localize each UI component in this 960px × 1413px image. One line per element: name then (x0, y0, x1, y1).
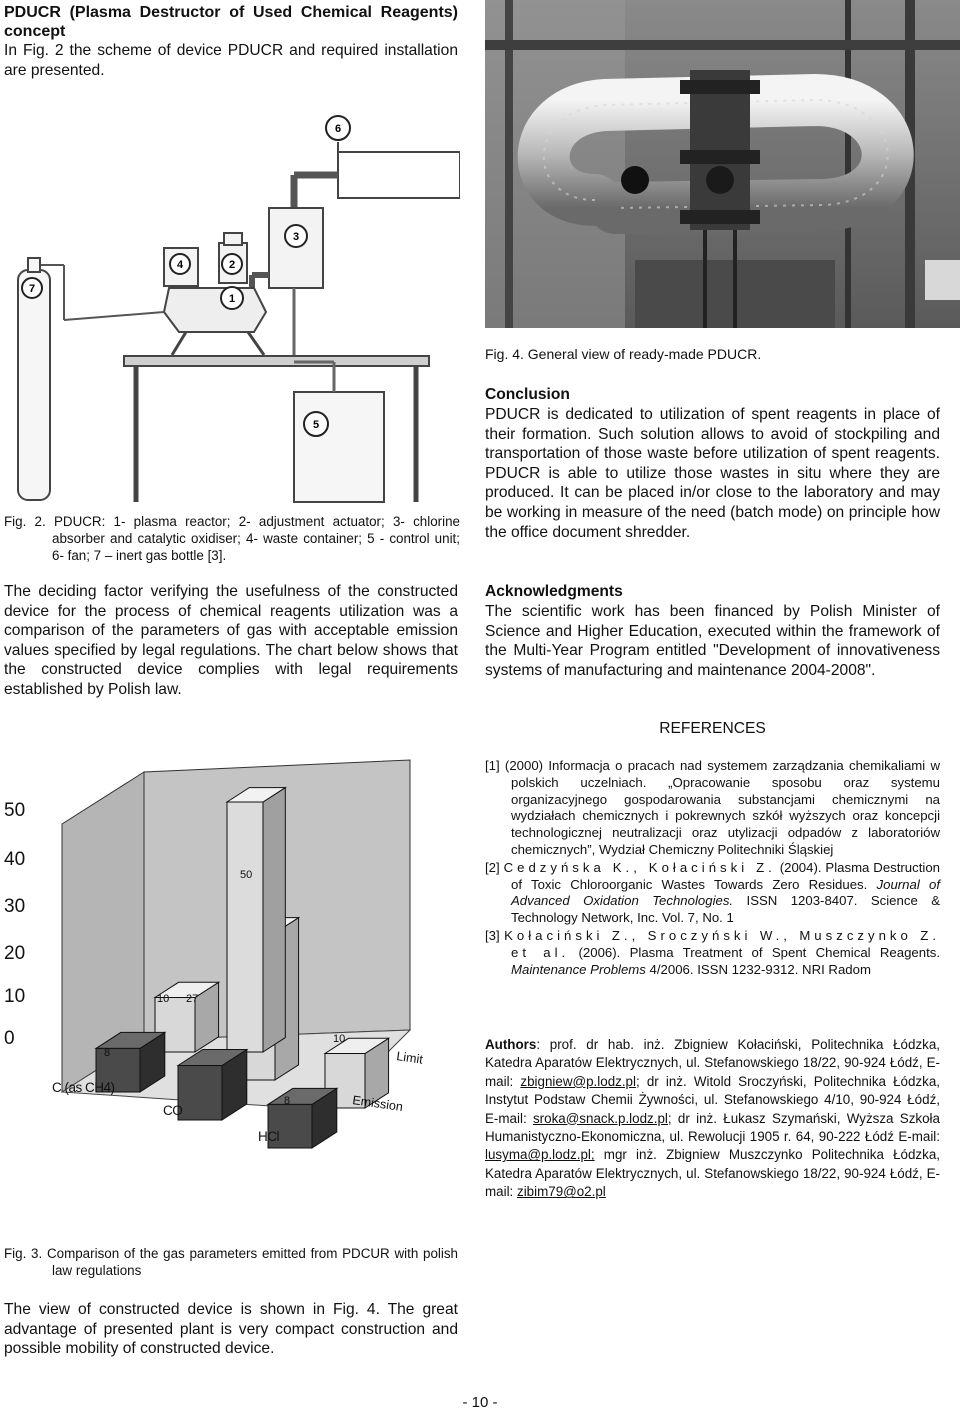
reference-3: [3] Kołaciński Z., Sroczyński W., Muszczynko Z. et al. (2006). Plasma Treatment of Spent Chemical Reagents. Maintenance Problems 4/2006. ISSN 1232-9312. NRI Radom (485, 927, 941, 977)
email-link-szymanski[interactable]: lusyma@p.lodz.pl; (485, 1147, 595, 1163)
fig3-chart (0, 752, 460, 1170)
y-tick-label: 30 (4, 896, 26, 917)
bar-data-label: 10 (157, 993, 170, 1005)
emission-bar (178, 1066, 222, 1120)
y-tick-label: 20 (4, 943, 26, 964)
email-link-sroczynski[interactable]: sroka@snack.p.lodz.pl; (532, 1110, 672, 1126)
limit-bar-top-side (263, 788, 285, 1052)
intro-paragraph: In Fig. 2 the scheme of device PDUCR and required installation are presented. (4, 42, 458, 79)
series-label-emission: Emission (351, 1093, 404, 1115)
fig2-label: 3 (292, 231, 300, 243)
fig4-photo (485, 0, 960, 328)
deciding-factor-paragraph: The deciding factor verifying the usefulness of the constructed device for the process of chemical reagents utilization was a comparison of the parameters of gas with acceptable emission values specified by legal regulations. The chart below shows that the constructed device complies with legal requirements established by Polish law. (4, 583, 458, 698)
bar-data-label: 10 (333, 1033, 346, 1045)
reference-2: [2] Cedzyńska K., Kołaciński Z. (2004). Plasma Destruction of Toxic Chloroorganic Wastes Towards Zero Residues. Journal of Advanced Oxidation Technologies. ISSN 1203-8407. Science & Technology Network, Inc. Vol. 7, No. 1 (485, 859, 941, 926)
fig2-label: 4 (176, 259, 184, 271)
bar-data-label: 8 (284, 1095, 291, 1107)
fig2-label: 7 (28, 283, 36, 295)
fig3-caption: Fig. 3. Comparison of the gas parameters emitted from PDCUR with polish law regulations (4, 1246, 458, 1278)
pducr-photo-illustration (485, 0, 960, 328)
references-heading: REFERENCES (659, 720, 766, 737)
acknowledgments-paragraph: The scientific work has been financed by Polish Minister of Science and Higher Education, executed within the framework of the Multi-Year Program entitled "Development of innovativeness systems of manufacturing and maintenance 2004-2008". (485, 603, 940, 679)
category-label: CO (163, 1103, 183, 1118)
y-tick-label: 50 (4, 800, 26, 821)
y-tick-label: 40 (4, 849, 26, 870)
conclusion-heading: Conclusion (485, 386, 570, 403)
page-number: - 10 - (462, 1394, 498, 1411)
email-link-muszczynko[interactable]: zibim79@o2.pl (517, 1184, 606, 1200)
emission-chart-svg (0, 752, 460, 1170)
authors-block: Authors: prof. dr hab. inż. Zbigniew Kołaciński, Politechnika Łódzka, Katedra Aparatów Elektrycznych, ul. Stefanowskiego 18/22, 90-924 Łódź, E-mail: zbigniew@p.lodz.pl; dr inż. Witold Sroczyński, Politechnika Łódzka, Instytut Podstaw Chemii Żywności, ul. Stefanowskiego 4/10, 90-924 Łódź, E-mail: sroka@snack.p.lodz.pl; dr inż. Łukasz Szymański, Wyższa Szkoła Humanistyczno-Ekonomiczna, ul. Rewolucji 1905 r. 64, 90-222 Łódź E-mail: lusyma@p.lodz.pl; mgr inż. Zbigniew Muszczynko Politechnika Łódzka, Katedra Aparatów Elektrycznych, ul. Stefanowskiego 18/22, 90-924 Łódź, E-mail: zibim79@o2.pl (485, 1037, 940, 1200)
bar-data-label: 8 (104, 1047, 111, 1059)
y-tick-label: 0 (4, 1028, 15, 1049)
y-tick-label: 10 (4, 986, 26, 1007)
acknowledgments-heading: Acknowledgments (485, 583, 623, 600)
section-title: PDUCR (Plasma Destructor of Used Chemical Reagents) concept (4, 4, 458, 40)
category-label: HCl (258, 1129, 279, 1144)
fig2-scheme (4, 100, 460, 505)
reference-1: [1] (2000) Informacja o pracach nad systemem zarządzania chemikaliami w polskich uczelniach. „Opracowanie sposobu oraz systemu organizacyjnego gospodarowania substancjami chemicznymi na wydziałach chemicznych i pokrewnych szkół wyższych oraz koncepcji technologicznej neutralizacji oraz utylizacji odpadów z laboratoriów chemicznych”, Wydział Chemiczny Politechniki Śląskiej (485, 758, 940, 857)
fig2-label: 6 (334, 123, 342, 135)
email-link-kolacinski[interactable]: zbigniew@p.lodz.pl (520, 1073, 636, 1089)
conclusion-paragraph: PDUCR is dedicated to utilization of spent reagents in place of their formation. Such solution allows to avoid of stockpiling and transportation of those waste before utilization of spent reagents. PDUCR is able to utilize those wastes in situ where they are produced. It can be placed in/or close to the laboratory and may be working in measure of the need (batch mode) on principle how the office document shredder. (485, 406, 940, 541)
fig2-caption: Fig. 2. PDUCR: 1- plasma reactor; 2- adjustment actuator; 3- chlorine absorber and catalytic oxidiser; 4- waste container; 5 - control unit; 6- fan; 7 – inert gas bottle [3]. (4, 514, 460, 563)
fig4-caption: Fig. 4. General view of ready-made PDUCR. (485, 346, 762, 362)
fig2-label: 2 (228, 259, 236, 271)
fig2-drawing (4, 100, 460, 505)
references-list (485, 758, 940, 979)
view-paragraph: The view of constructed device is shown in Fig. 4. The great advantage of presented plant is very compact construction and possible mobility of constructed device. (4, 1301, 458, 1358)
authors-label: Authors (485, 1037, 537, 1052)
bar-data-label: 27 (186, 993, 199, 1005)
category-label: C (as CH4) (52, 1080, 115, 1095)
fig2-label: 1 (228, 293, 236, 305)
bar-data-label: 50 (240, 869, 253, 881)
fig2-label: 5 (312, 419, 320, 431)
limit-bar-top (227, 802, 263, 1052)
series-label-limit: Limit (395, 1049, 424, 1067)
